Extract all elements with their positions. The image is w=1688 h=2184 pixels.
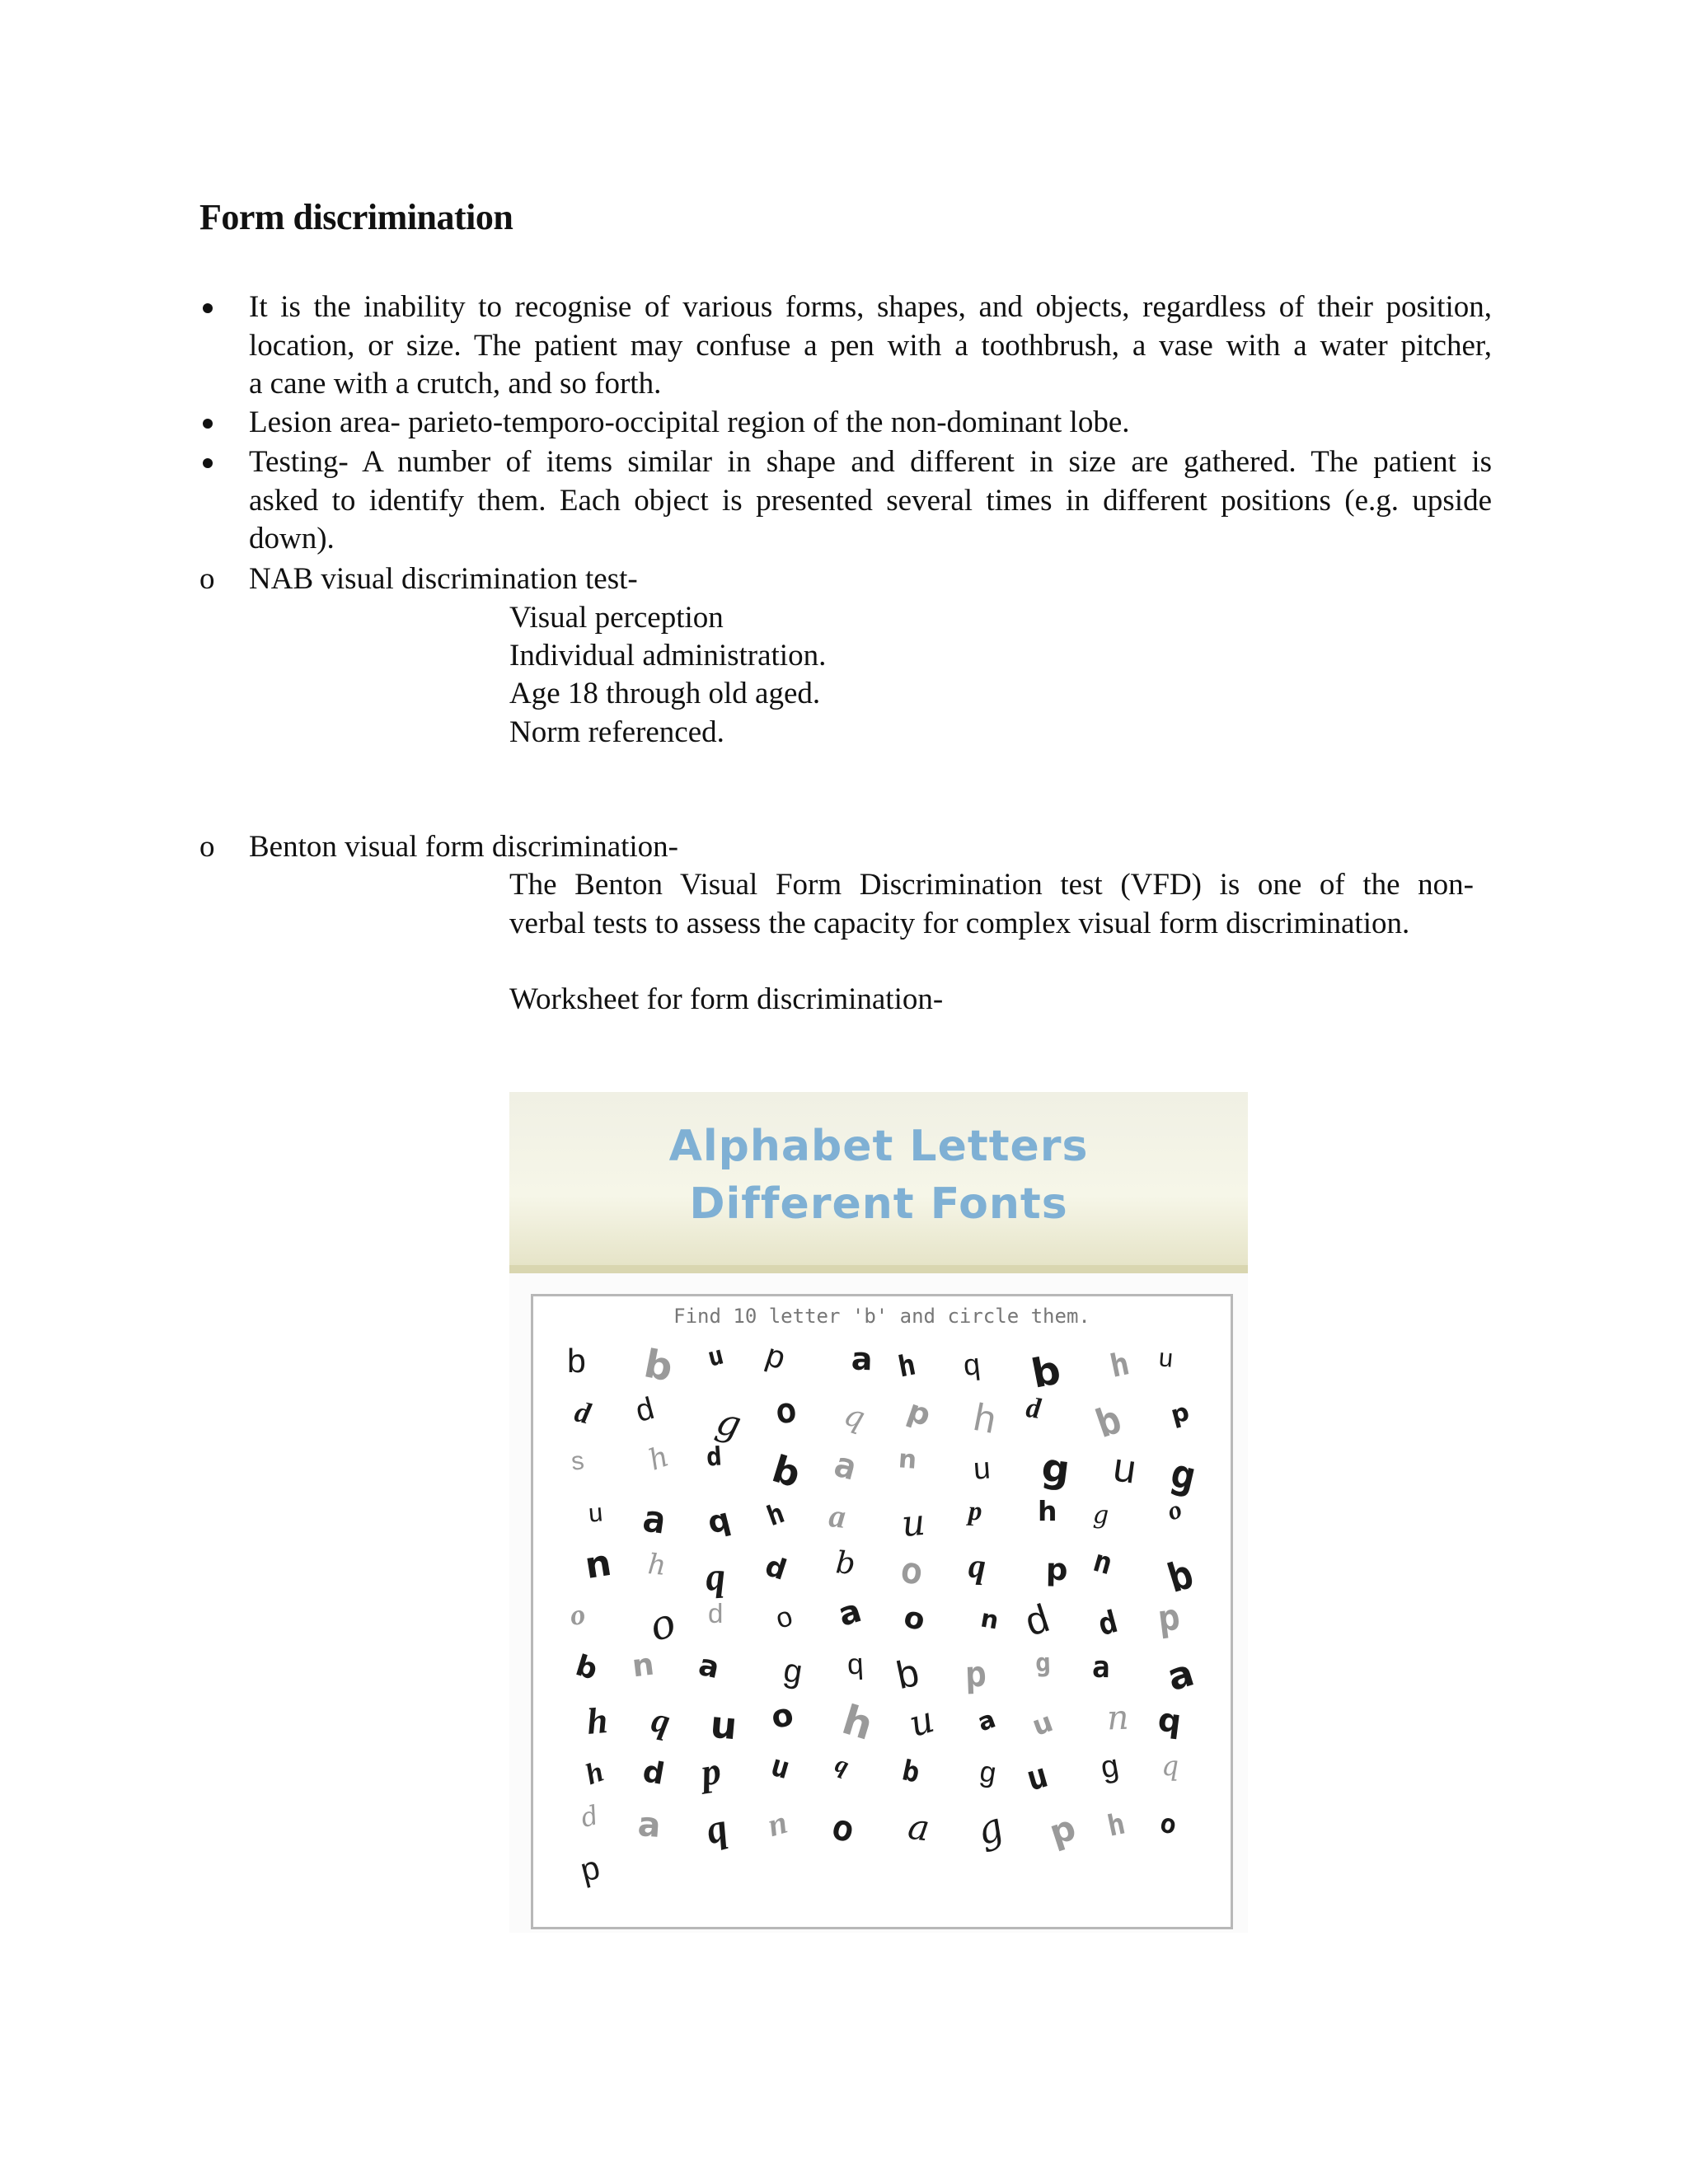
- worksheet-letter: d: [577, 1799, 602, 1834]
- worksheet-letter: g: [970, 1803, 1010, 1855]
- worksheet-letter: p: [1045, 1551, 1068, 1588]
- bullet-1-line-3: a cane with a crutch, and so forth.: [249, 367, 662, 401]
- worksheet-letter: d: [1020, 1596, 1055, 1645]
- worksheet-letter: u: [972, 1451, 992, 1486]
- worksheet-letter: q: [961, 1347, 982, 1382]
- worksheet-image: [509, 1092, 1248, 1933]
- nab-detail-1: Visual perception: [509, 601, 724, 635]
- worksheet-letter: d: [705, 1441, 723, 1473]
- benton-detail-2: verbal tests to assess the capacity for complex visual form discrimination.: [509, 907, 1410, 940]
- worksheet-letter: p: [968, 1496, 983, 1527]
- worksheet-title-line-1: Alphabet Letters: [668, 1122, 1089, 1171]
- worksheet-letter: q: [704, 1501, 734, 1541]
- worksheet-letter: q: [832, 1750, 853, 1780]
- worksheet-letter: b: [834, 1544, 857, 1582]
- worksheet-letter: h: [1104, 1807, 1129, 1844]
- worksheet-letter: g: [978, 1755, 999, 1790]
- bullet-2-line-1: Lesion area- parieto-temporo-occipital region of the non-dominant lobe.: [249, 405, 1130, 439]
- worksheet-letter: a: [696, 1647, 723, 1686]
- worksheet-letter: b: [899, 1754, 923, 1790]
- worksheet-letter: g: [1039, 1445, 1072, 1493]
- worksheet-letter: u: [1021, 1755, 1053, 1799]
- worksheet-letter: p: [762, 1337, 790, 1377]
- worksheet-letter: d: [1094, 1603, 1122, 1643]
- worksheet-letter: b: [767, 1446, 806, 1497]
- worksheet-letter: d: [631, 1390, 659, 1430]
- worksheet-letter-grid: [531, 1294, 1233, 1929]
- worksheet-letter: g: [1034, 1647, 1052, 1679]
- worksheet-letter: o: [768, 1695, 797, 1736]
- worksheet-letter: b: [892, 1649, 923, 1698]
- worksheet-letter: p: [576, 1849, 604, 1890]
- worksheet-letter: a: [851, 1340, 874, 1378]
- worksheet-letter: q: [846, 1647, 865, 1681]
- worksheet-letter: h: [644, 1440, 673, 1478]
- worksheet-letter: d: [761, 1549, 790, 1587]
- worksheet-letter: h: [584, 1699, 610, 1742]
- bullet-1-line-2: location, or size. The patient may confuse a pen with a toothbrush, a vase with a water pitcher,: [249, 329, 1492, 363]
- subitem-marker: o: [199, 562, 215, 596]
- worksheet-letter: b: [567, 1342, 586, 1380]
- worksheet-letter: q: [839, 1396, 870, 1436]
- worksheet-letter: n: [978, 1604, 1001, 1636]
- worksheet-letter: h: [895, 1348, 919, 1385]
- worksheet-letter: o: [568, 1597, 588, 1632]
- worksheet-letter: b: [1090, 1396, 1128, 1448]
- worksheet-letter: q: [704, 1554, 727, 1600]
- nab-detail-2: Individual administration.: [509, 639, 827, 673]
- worksheet-letter: q: [701, 1803, 733, 1854]
- worksheet-letter: b: [640, 1341, 677, 1391]
- worksheet-letter: n: [1106, 1697, 1130, 1738]
- worksheet-letter: o: [773, 1389, 799, 1432]
- worksheet-letter: d: [708, 1598, 724, 1629]
- worksheet-letter: u: [1028, 1705, 1057, 1742]
- worksheet-letter: h: [580, 1754, 608, 1792]
- worksheet-letter: n: [897, 1444, 918, 1475]
- worksheet-letter: p: [964, 1653, 987, 1696]
- worksheet-letter: o: [1163, 1493, 1186, 1526]
- worksheet-letter: a: [905, 1806, 932, 1850]
- worksheet-header: [509, 1092, 1248, 1273]
- worksheet-letter: g: [1166, 1450, 1200, 1501]
- worksheet-letter: p: [1044, 1807, 1081, 1854]
- worksheet-letter: o: [898, 1549, 926, 1594]
- worksheet-letter: g: [781, 1652, 805, 1691]
- worksheet-letter: a: [830, 1443, 861, 1488]
- worksheet-letter: h: [1106, 1345, 1133, 1385]
- worksheet-letter: g: [1092, 1500, 1109, 1530]
- worksheet-letter: u: [1157, 1343, 1175, 1373]
- worksheet-letter: p: [1167, 1397, 1193, 1431]
- worksheet-letter: s: [570, 1446, 586, 1476]
- worksheet-letter: h: [970, 1394, 1000, 1442]
- worksheet-letter: a: [833, 1592, 866, 1634]
- bullet-3-line-1: Testing- A number of items similar in shape and different in size are gathered. The patient is: [249, 445, 1492, 479]
- worksheet-letter: b: [1027, 1347, 1065, 1398]
- page-title: Form discrimination: [199, 197, 513, 237]
- worksheet-letter: g: [712, 1399, 746, 1447]
- nab-label: NAB visual discrimination test-: [249, 562, 638, 596]
- benton-detail-1: The Benton Visual Form Discrimination test (VFD) is one of the non-: [509, 868, 1474, 902]
- bullet-3-line-2: asked to identify them. Each object is presented several times in different positions (e.g. upside: [249, 484, 1492, 518]
- worksheet-letter: u: [708, 1702, 739, 1749]
- worksheet-letter: b: [1162, 1550, 1199, 1603]
- worksheet-letter: a: [640, 1496, 668, 1543]
- worksheet-letter: u: [704, 1340, 727, 1373]
- worksheet-letter: a: [1091, 1650, 1111, 1685]
- worksheet-letter: u: [767, 1748, 794, 1787]
- worksheet-letter: n: [763, 1802, 792, 1844]
- worksheet-letter: p: [698, 1749, 724, 1795]
- nab-detail-3: Age 18 through old aged.: [509, 677, 821, 710]
- worksheet-title-line-2: Different Fonts: [689, 1179, 1068, 1229]
- worksheet-letter: o: [771, 1601, 796, 1635]
- worksheet-letter: p: [1155, 1596, 1183, 1641]
- worksheet-letter: d: [571, 1394, 594, 1431]
- benton-label: Benton visual form discrimination-: [249, 830, 678, 864]
- worksheet-letter: o: [643, 1598, 682, 1652]
- worksheet-letter: q: [1160, 1749, 1179, 1783]
- worksheet-letter: p: [903, 1392, 935, 1434]
- worksheet-letter: o: [1157, 1807, 1180, 1841]
- worksheet-letter: d: [640, 1755, 668, 1792]
- worksheet-letter: u: [1110, 1445, 1139, 1493]
- worksheet-instruction: Find 10 letter 'b' and circle them.: [673, 1305, 1090, 1328]
- worksheet-letter: d: [1024, 1391, 1043, 1425]
- worksheet-letter: q: [1156, 1701, 1184, 1741]
- worksheet-letter: o: [828, 1806, 859, 1852]
- bullet-marker: [203, 419, 213, 429]
- bullet-3-line-3: down).: [249, 522, 335, 555]
- worksheet-letter: q: [968, 1547, 987, 1586]
- worksheet-letter: n: [1089, 1542, 1117, 1582]
- worksheet-letter: o: [900, 1600, 929, 1638]
- worksheet-letter: n: [582, 1541, 615, 1588]
- bullet-1-line-1: It is the inability to recognise of various forms, shapes, and objects, regardless of their position,: [249, 290, 1492, 324]
- bullet-marker: [203, 303, 213, 313]
- worksheet-caption: Worksheet for form discrimination-: [509, 982, 944, 1016]
- worksheet-letter: h: [1038, 1495, 1057, 1527]
- worksheet-letter: b: [571, 1649, 602, 1687]
- worksheet-letter: u: [904, 1698, 940, 1746]
- worksheet-letter: u: [587, 1497, 604, 1528]
- worksheet-letter: q: [648, 1700, 673, 1742]
- worksheet-letter: a: [973, 1704, 1000, 1738]
- worksheet-letter: g: [1098, 1748, 1122, 1786]
- worksheet-letter: a: [1161, 1650, 1199, 1700]
- nab-detail-4: Norm referenced.: [509, 715, 724, 749]
- subitem-marker: o: [199, 830, 215, 864]
- worksheet-letter: h: [837, 1696, 879, 1750]
- worksheet-letter: a: [827, 1497, 848, 1535]
- worksheet-letter: u: [899, 1501, 927, 1546]
- worksheet-letter: h: [762, 1496, 789, 1533]
- worksheet-letter: h: [646, 1548, 668, 1582]
- worksheet-letter: a: [636, 1804, 663, 1845]
- bullet-marker: [203, 458, 213, 468]
- worksheet-letter: n: [630, 1646, 656, 1685]
